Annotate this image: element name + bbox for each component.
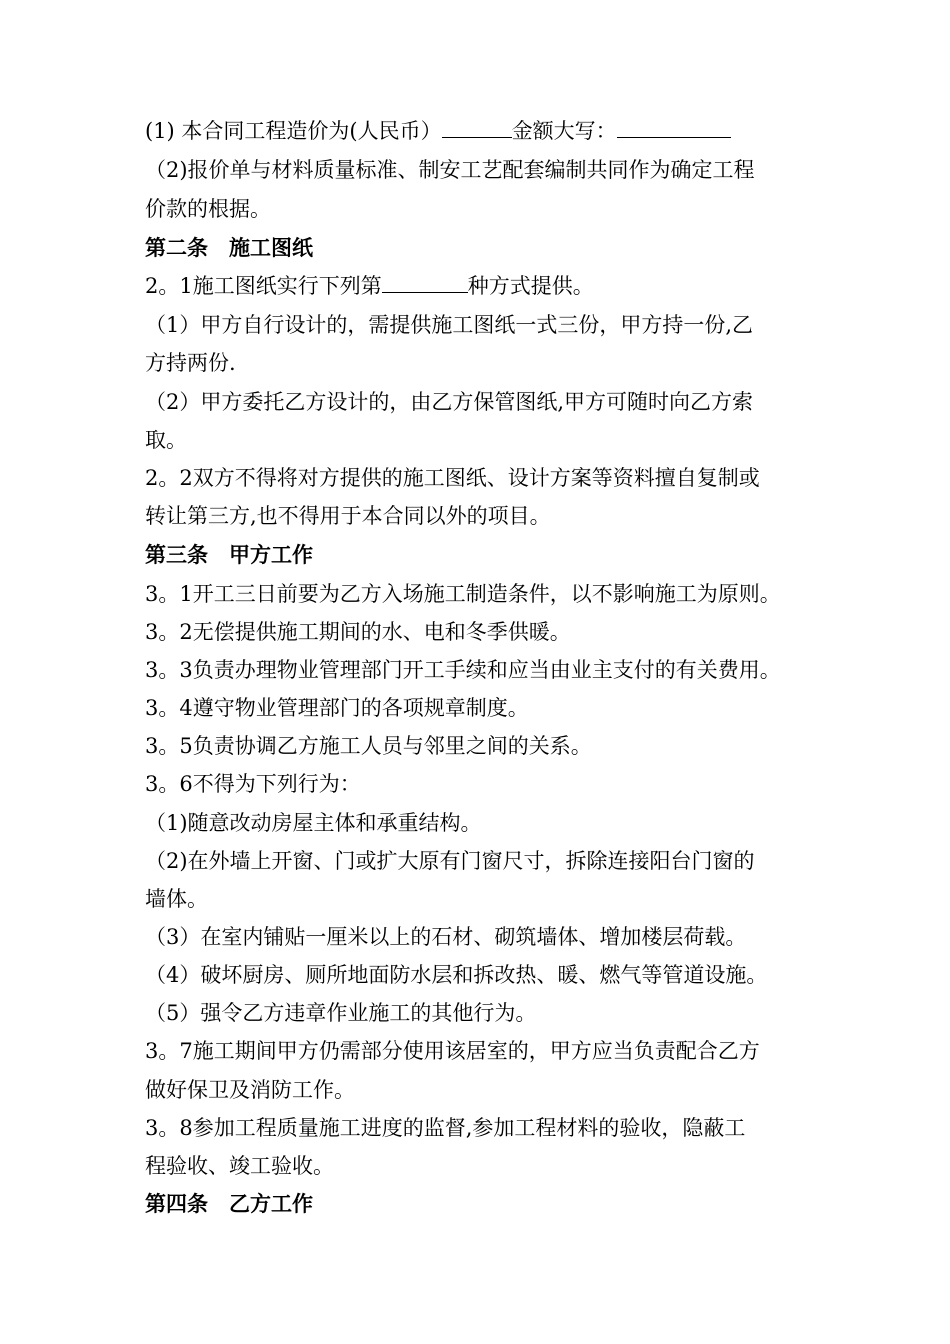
paragraph-line: 3。1开工三日前要为乙方入场施工制造条件，以不影响施工为原则。: [145, 582, 781, 606]
clause-drawings-line: [145, 272, 594, 300]
clause-price-line: [145, 117, 731, 145]
paragraph-line: 方持两份.: [145, 351, 236, 375]
paragraph-line: 取。: [145, 428, 187, 452]
clause-drawings-suffix: 种方式提供。: [467, 274, 594, 298]
paragraph-line: （2)在外墙上开窗、门或扩大原有门窗尺寸，拆除连接阳台门窗的: [145, 849, 755, 873]
paragraph-line: （1）甲方自行设计的，需提供施工图纸一式三份，甲方持一份,乙: [145, 313, 754, 337]
paragraph-line: 3。3负责办理物业管理部门开工手续和应当由业主支付的有关费用。: [145, 658, 781, 682]
paragraph-line: 3。6不得为下列行为：: [145, 772, 361, 796]
paragraph-line: 3。4遵守物业管理部门的各项规章制度。: [145, 696, 529, 720]
paragraph-line: 墙体。: [145, 887, 208, 911]
paragraph-line: （5）强令乙方违章作业施工的其他行为。: [145, 1001, 537, 1025]
paragraph-line: 3。5负责协调乙方施工人员与邻里之间的关系。: [145, 734, 592, 758]
paragraph-line: 程验收、竣工验收。: [145, 1154, 334, 1178]
price-blank: [442, 117, 512, 138]
paragraph-line: 3。8参加工程质量施工进度的监督,参加工程材料的验收，隐蔽工: [145, 1116, 746, 1140]
clause-price-text: (1) 本合同工程造价为(人民币）: [145, 119, 442, 143]
paragraph-line: （2)报价单与材料质量标准、制安工艺配套编制共同作为确定工程: [145, 158, 755, 182]
paragraph-line: （3）在室内铺贴一厘米以上的石材、砌筑墙体、增加楼层荷载。: [145, 925, 747, 949]
paragraph-line: 2。2双方不得将对方提供的施工图纸、设计方案等资料擅自复制或: [145, 466, 760, 490]
section-heading-4: 第四条 乙方工作: [145, 1191, 313, 1216]
paragraph-line: 价款的根据。: [145, 197, 271, 221]
paragraph-line: （1)随意改动房屋主体和承重结构。: [145, 811, 482, 835]
section-heading-2: 第二条 施工图纸: [145, 235, 313, 260]
amount-label: 金额大写：: [511, 119, 617, 143]
paragraph-line: 3。7施工期间甲方仍需部分使用该居室的，甲方应当负责配合乙方: [145, 1039, 760, 1063]
amount-blank: [617, 117, 731, 138]
paragraph-line: （4）破坏厨房、厕所地面防水层和拆改热、暖、燃气等管道设施。: [145, 963, 768, 987]
clause-drawings-text: 2。1施工图纸实行下列第: [145, 274, 382, 298]
paragraph-line: 转让第三方,也不得用于本合同以外的项目。: [145, 504, 551, 528]
paragraph-line: 3。2无偿提供施工期间的水、电和冬季供暖。: [145, 620, 571, 644]
paragraph-line: 做好保卫及消防工作。: [145, 1078, 355, 1102]
method-blank: [382, 272, 468, 293]
section-heading-3: 第三条 甲方工作: [145, 542, 313, 567]
paragraph-line: （2）甲方委托乙方设计的，由乙方保管图纸,甲方可随时向乙方索: [145, 390, 754, 414]
